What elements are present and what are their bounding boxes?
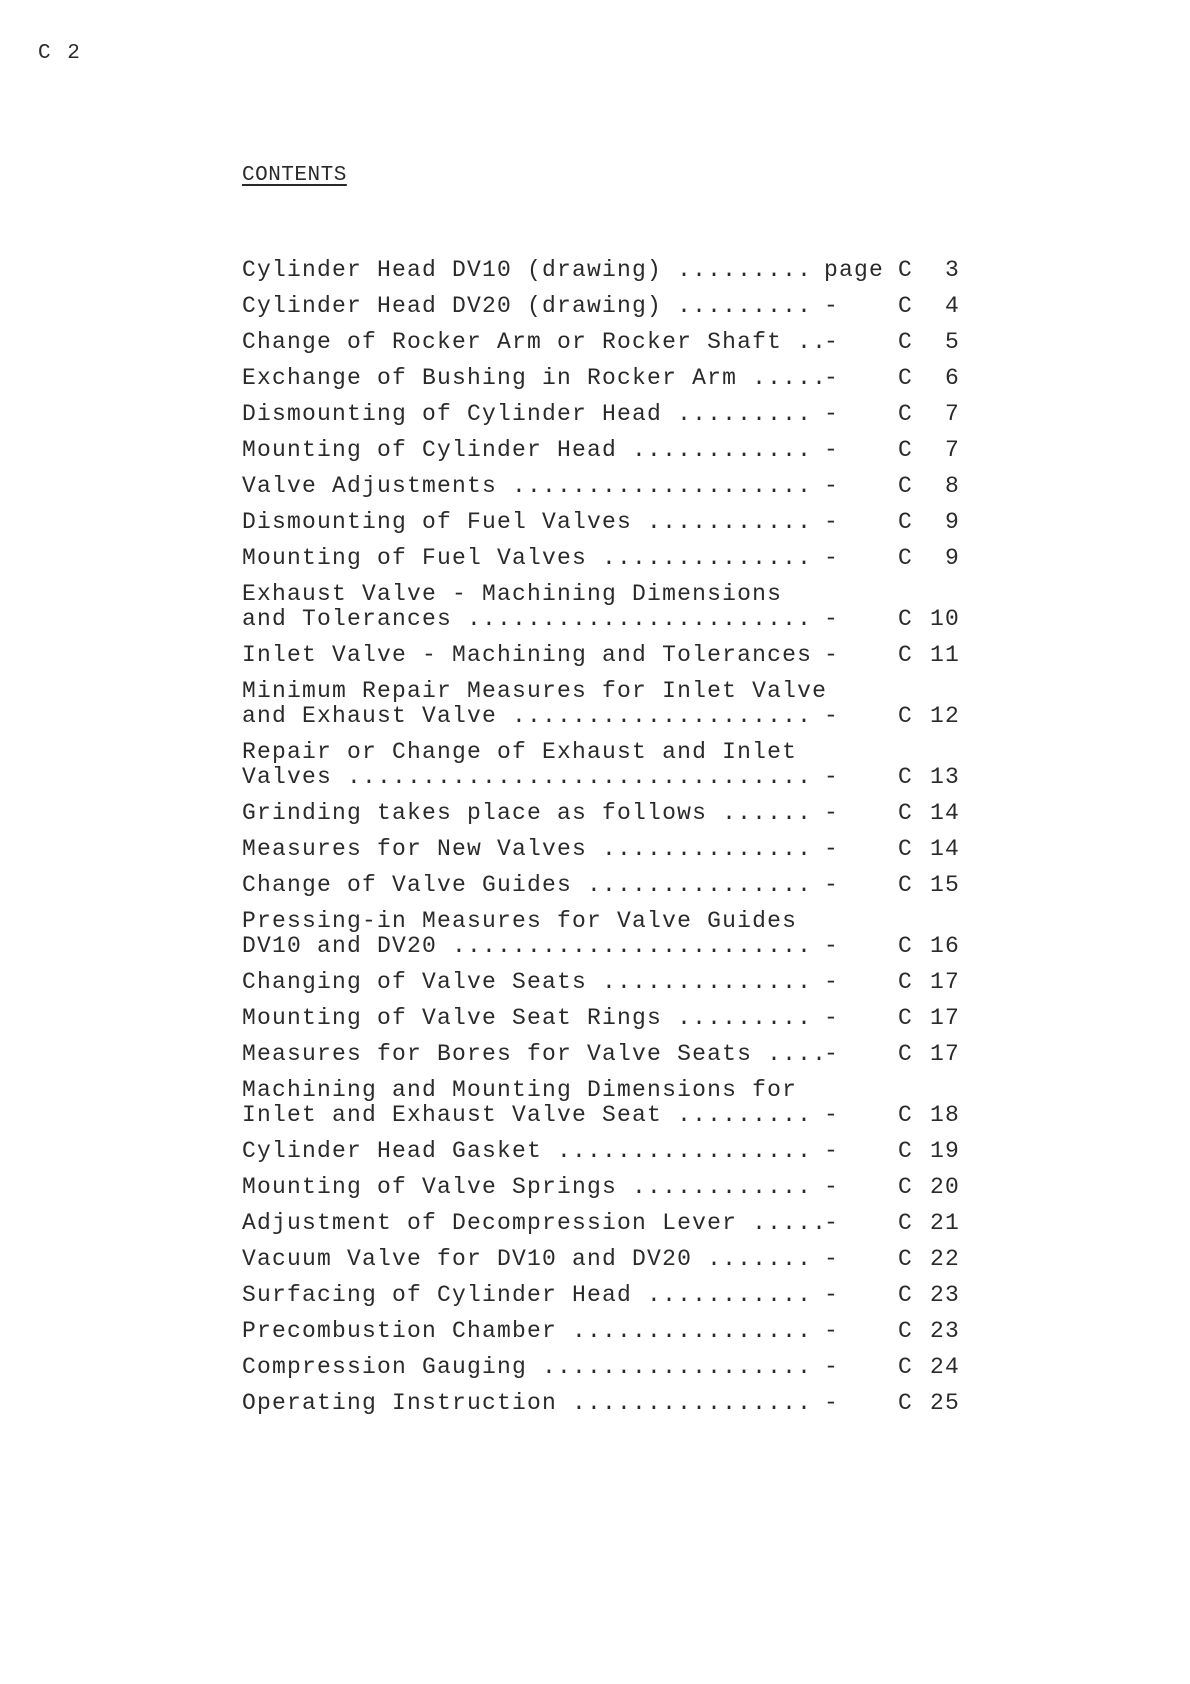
toc-entry: [242, 909, 962, 959]
toc-entry-title: Operating Instruction ................: [242, 1390, 813, 1416]
toc-entry-title: Dismounting of Cylinder Head .........: [242, 401, 813, 427]
toc-entry: [242, 402, 962, 427]
toc-page-prefix: C: [898, 509, 914, 535]
toc-page-number: 3: [944, 257, 960, 283]
toc-page-prefix: C: [898, 365, 914, 391]
toc-page-number: 8: [944, 473, 960, 499]
toc-dash: -: [824, 800, 840, 826]
toc-page-prefix: C: [898, 329, 914, 355]
toc-page-number: 10: [929, 606, 960, 632]
toc-entry: [242, 510, 962, 535]
toc-entry-title: Mounting of Cylinder Head ............: [242, 437, 813, 463]
toc-dash: -: [824, 642, 840, 668]
toc-dash: -: [824, 969, 840, 995]
toc-entry-title: Machining and Mounting Dimensions for: [242, 1077, 798, 1103]
toc-entry: [242, 582, 962, 632]
toc-page-prefix: C: [898, 1210, 914, 1236]
toc-dash: -: [824, 1390, 840, 1416]
toc-entry: [242, 873, 962, 898]
toc-dash: -: [824, 872, 840, 898]
toc-page-prefix: C: [898, 872, 914, 898]
toc-entry-title: Cylinder Head DV10 (drawing) .........: [242, 257, 813, 283]
toc-dash: -: [824, 1174, 840, 1200]
toc-entry-title: Surfacing of Cylinder Head ...........: [242, 1282, 813, 1308]
toc-page-prefix: C: [898, 642, 914, 668]
toc-page-number: 23: [929, 1318, 960, 1344]
toc-entry-title: Exchange of Bushing in Rocker Arm .....: [242, 365, 828, 391]
toc-page-prefix: C: [898, 1246, 914, 1272]
toc-dash: -: [824, 1354, 840, 1380]
toc-page-number: 4: [944, 293, 960, 319]
toc-entry: [242, 1175, 962, 1200]
toc-page-number: 6: [944, 365, 960, 391]
toc-entry-title: Adjustment of Decompression Lever .....: [242, 1210, 828, 1236]
toc-page-number: 17: [929, 969, 960, 995]
toc-entry-title: Mounting of Valve Seat Rings .........: [242, 1005, 813, 1031]
toc-entry-title-continued: DV10 and DV20 ........................: [242, 933, 813, 959]
toc-page-prefix: C: [898, 1174, 914, 1200]
toc-dash: -: [824, 365, 840, 391]
toc-entry-title: Cylinder Head DV20 (drawing) .........: [242, 293, 813, 319]
toc-dash: -: [824, 606, 840, 632]
page-title: CONTENTS: [242, 164, 347, 187]
toc-entry-title: Valve Adjustments ....................: [242, 473, 813, 499]
toc-page-prefix: C: [898, 969, 914, 995]
toc-page-number: 20: [929, 1174, 960, 1200]
toc-page-prefix: C: [898, 1102, 914, 1128]
page-number: C 2: [38, 42, 82, 65]
toc-dash: -: [824, 1005, 840, 1031]
toc-page-label: page: [824, 257, 885, 283]
toc-page-number: 16: [929, 933, 960, 959]
toc-entry: [242, 1006, 962, 1031]
toc-entry: [242, 1139, 962, 1164]
toc-entry-title: Minimum Repair Measures for Inlet Valve: [242, 678, 828, 704]
toc-page-number: 23: [929, 1282, 960, 1308]
toc-page-number: 17: [929, 1041, 960, 1067]
toc-entry: [242, 1078, 962, 1128]
toc-dash: -: [824, 1246, 840, 1272]
toc-page-prefix: C: [898, 257, 914, 283]
toc-dash: -: [824, 703, 840, 729]
toc-dash: -: [824, 329, 840, 355]
toc-entry-title: Compression Gauging ..................: [242, 1354, 813, 1380]
toc-entry-title: Exhaust Valve - Machining Dimensions: [242, 581, 783, 607]
toc-page-prefix: C: [898, 1318, 914, 1344]
toc-page-number: 12: [929, 703, 960, 729]
toc-page-prefix: C: [898, 1282, 914, 1308]
toc-page-prefix: C: [898, 606, 914, 632]
toc-entry: [242, 837, 962, 862]
toc-entry-title: Precombustion Chamber ................: [242, 1318, 813, 1344]
toc-page-number: 22: [929, 1246, 960, 1272]
toc-page-number: 14: [929, 836, 960, 862]
toc-dash: -: [824, 1318, 840, 1344]
toc-page-prefix: C: [898, 545, 914, 571]
toc-page-number: 7: [944, 437, 960, 463]
toc-page-prefix: C: [898, 437, 914, 463]
toc-page-prefix: C: [898, 1354, 914, 1380]
toc-page-number: 19: [929, 1138, 960, 1164]
toc-dash: -: [824, 764, 840, 790]
toc-entry: [242, 366, 962, 391]
toc-dash: -: [824, 1282, 840, 1308]
toc-dash: -: [824, 401, 840, 427]
toc-page-prefix: C: [898, 800, 914, 826]
toc-page-prefix: C: [898, 473, 914, 499]
toc-page-number: 11: [929, 642, 960, 668]
toc-dash: -: [824, 293, 840, 319]
toc-page-number: 21: [929, 1210, 960, 1236]
toc-dash: -: [824, 1041, 840, 1067]
toc-entry: [242, 330, 962, 355]
toc-dash: -: [824, 1102, 840, 1128]
toc-entry-title: Vacuum Valve for DV10 and DV20 .......: [242, 1246, 813, 1272]
toc-entry-title-continued: Valves ...............................: [242, 764, 813, 790]
toc-page-prefix: C: [898, 836, 914, 862]
toc-entry-title-continued: and Tolerances .......................: [242, 606, 813, 632]
toc-page-number: 15: [929, 872, 960, 898]
toc-entry-title: Change of Rocker Arm or Rocker Shaft ..: [242, 329, 828, 355]
toc-entry-title: Grinding takes place as follows ......: [242, 800, 813, 826]
toc-page-prefix: C: [898, 764, 914, 790]
toc-page-number: 17: [929, 1005, 960, 1031]
toc-page-prefix: C: [898, 703, 914, 729]
toc-entry: [242, 546, 962, 571]
toc-entry: [242, 1042, 962, 1067]
toc-page-prefix: C: [898, 401, 914, 427]
toc-entry: [242, 1355, 962, 1380]
toc-page-number: 24: [929, 1354, 960, 1380]
toc-page-prefix: C: [898, 1005, 914, 1031]
toc-dash: -: [824, 1210, 840, 1236]
toc-page-prefix: C: [898, 1041, 914, 1067]
toc-dash: -: [824, 933, 840, 959]
toc-entry: [242, 970, 962, 995]
toc-entry-title: Mounting of Valve Springs ............: [242, 1174, 813, 1200]
toc-entry-title: Inlet Valve - Machining and Tolerances: [242, 642, 813, 668]
toc-page-prefix: C: [898, 1390, 914, 1416]
toc-dash: -: [824, 437, 840, 463]
toc-entry: [242, 801, 962, 826]
toc-entry: [242, 1247, 962, 1272]
toc-entry-title-continued: Inlet and Exhaust Valve Seat .........: [242, 1102, 813, 1128]
toc-page-prefix: C: [898, 1138, 914, 1164]
toc-page-number: 9: [944, 545, 960, 571]
toc-page-number: 13: [929, 764, 960, 790]
toc-entry: [242, 474, 962, 499]
toc-page-number: 14: [929, 800, 960, 826]
toc-page-number: 18: [929, 1102, 960, 1128]
toc-dash: -: [824, 1138, 840, 1164]
toc-dash: -: [824, 836, 840, 862]
toc-page-number: 9: [944, 509, 960, 535]
toc-page-number: 25: [929, 1390, 960, 1416]
toc-entry: [242, 294, 962, 319]
toc-entry: [242, 1391, 962, 1416]
toc-entry-title: Change of Valve Guides ...............: [242, 872, 813, 898]
toc-entry: [242, 1283, 962, 1308]
toc-entry: [242, 438, 962, 463]
toc-entry-title: Measures for Bores for Valve Seats ....: [242, 1041, 828, 1067]
toc-entry: [242, 258, 962, 283]
toc-entry: [242, 643, 962, 668]
toc-page-prefix: C: [898, 933, 914, 959]
toc-page-number: 7: [944, 401, 960, 427]
toc-entry-title: Repair or Change of Exhaust and Inlet: [242, 739, 798, 765]
toc-entry-title: Measures for New Valves ..............: [242, 836, 813, 862]
toc-entry-title-continued: and Exhaust Valve ....................: [242, 703, 813, 729]
toc-dash: -: [824, 473, 840, 499]
table-of-contents: [242, 258, 962, 1427]
toc-dash: -: [824, 509, 840, 535]
toc-entry-title: Pressing-in Measures for Valve Guides: [242, 908, 798, 934]
toc-entry: [242, 740, 962, 790]
toc-entry-title: Changing of Valve Seats ..............: [242, 969, 813, 995]
toc-entry: [242, 679, 962, 729]
toc-dash: -: [824, 545, 840, 571]
toc-page-number: 5: [944, 329, 960, 355]
toc-page-prefix: C: [898, 293, 914, 319]
toc-entry-title: Cylinder Head Gasket .................: [242, 1138, 813, 1164]
toc-entry-title: Dismounting of Fuel Valves ...........: [242, 509, 813, 535]
toc-entry: [242, 1211, 962, 1236]
toc-entry: [242, 1319, 962, 1344]
toc-entry-title: Mounting of Fuel Valves ..............: [242, 545, 813, 571]
